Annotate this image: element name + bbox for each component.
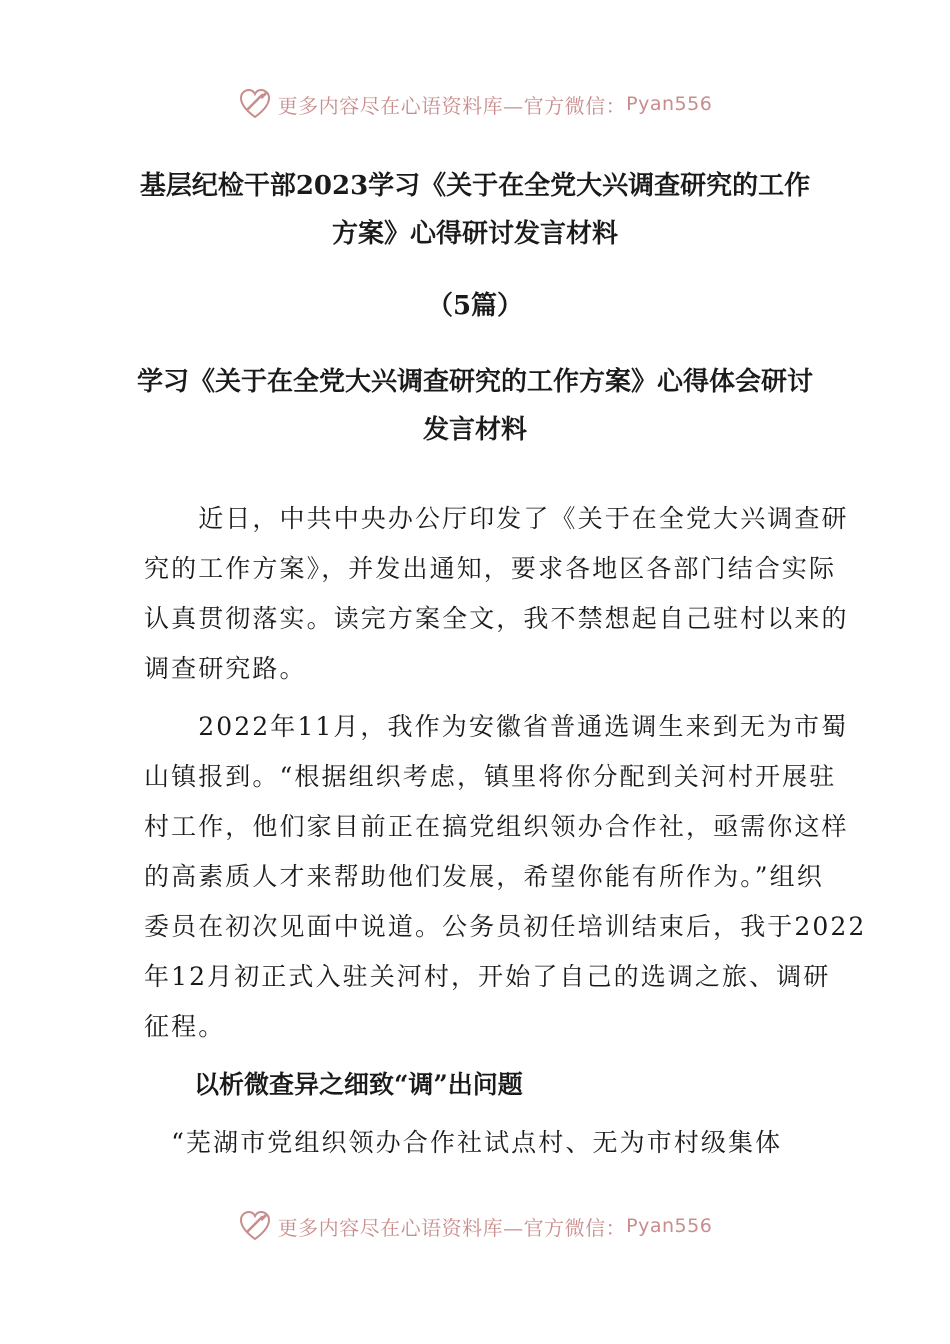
subtitle-line-1: 学习《关于在全党大兴调查研究的工作方案》心得体会研讨 — [136, 367, 813, 397]
article-subtitle — [120, 358, 830, 454]
paragraph-line: 山镇报到。“根据组织考虑，镇里将你分配到关河村开展驻 — [144, 762, 837, 791]
heart-pen-logo-icon — [238, 1209, 272, 1243]
paragraph-arrival — [144, 702, 867, 1052]
document-title — [120, 162, 830, 258]
paragraph-line: 征程。 — [144, 1012, 226, 1041]
paragraph-line: 2022年11月，我作为安徽省普通选调生来到无为市蜀 — [144, 712, 849, 741]
paragraph-line: 究的工作方案》，并发出通知，要求各地区各部门结合实际 — [144, 554, 837, 583]
paragraph-line: 年12月初正式入驻关河村，开始了自己的选调之旅、调研 — [144, 962, 831, 991]
paragraph-line: 调查研究路。 — [144, 654, 307, 683]
watermark-text: 更多内容尽在心语资料库—官方微信： — [277, 1215, 627, 1240]
paragraph-line: 认真贯彻落实。读完方案全文，我不禁想起自己驻村以来的 — [144, 604, 849, 633]
watermark-header — [0, 84, 950, 124]
paragraph-section-start — [144, 1118, 808, 1168]
paragraph-intro — [144, 494, 849, 694]
paragraph-line: “芜湖市党组织领办合作社试点村、无为市村级集体 — [144, 1128, 783, 1157]
watermark-wechat-id: Pyan556 — [626, 1215, 713, 1237]
paragraph-line: 近日，中共中央办公厅印发了《关于在全党大兴调查研 — [144, 504, 849, 533]
watermark-wechat-id: Pyan556 — [626, 93, 713, 115]
watermark-text: 更多内容尽在心语资料库—官方微信： — [277, 93, 627, 118]
subtitle-line-2: 发言材料 — [422, 415, 527, 445]
title-line-2: 方案》心得研讨发言材料 — [331, 219, 618, 249]
watermark-footer — [0, 1206, 950, 1246]
article-count: （5篇） — [426, 291, 524, 321]
title-line-1: 基层纪检干部2023学习《关于在全党大兴调查研究的工作 — [139, 171, 811, 201]
paragraph-line: 村工作，他们家目前正在搞党组织领办合作社，亟需你这样 — [144, 812, 849, 841]
paragraph-line: 的高素质人才来帮助他们发展，希望你能有所作为。”组织 — [144, 862, 824, 891]
section-heading: 以析微查异之细致“调”出问题 — [194, 1070, 523, 1099]
heart-pen-logo-icon — [238, 87, 272, 121]
paragraph-line: 委员在初次见面中说道。公务员初任培训结束后，我于2022 — [144, 912, 867, 941]
